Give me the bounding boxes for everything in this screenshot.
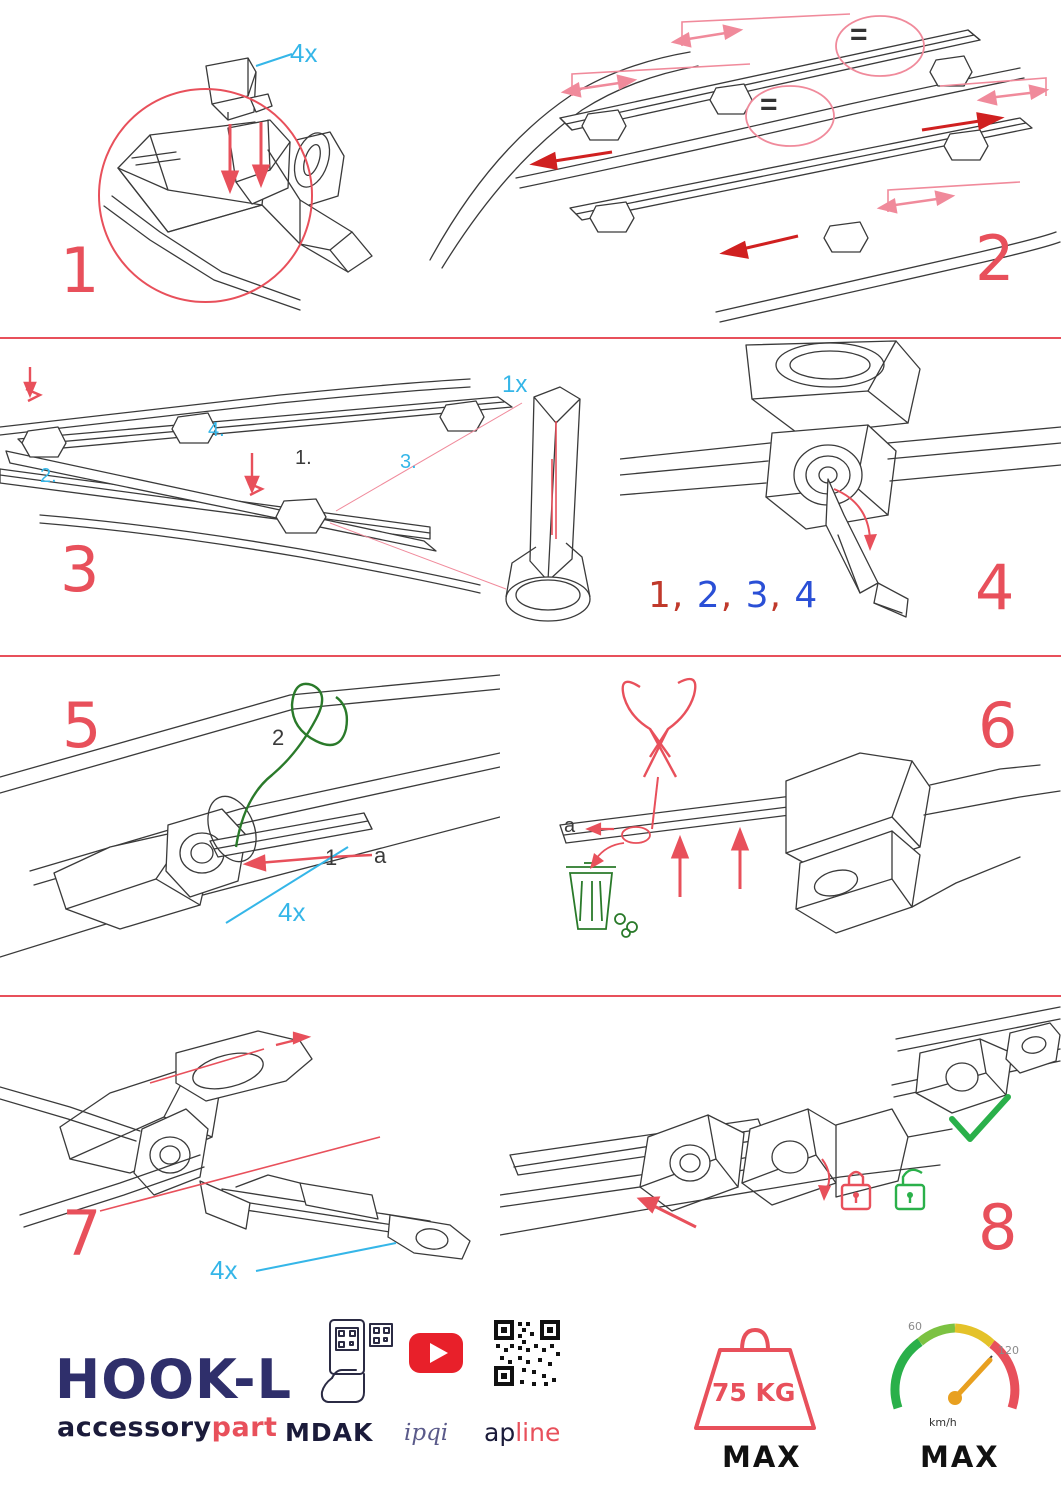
phone-qr-icon — [310, 1318, 400, 1404]
step-panel-5 — [0, 657, 500, 995]
callout-1x-step3: 1x — [502, 371, 528, 398]
mdak-logo: MDAK — [285, 1418, 374, 1447]
brand-part1: accessory — [57, 1412, 212, 1443]
callout-a-step6: a — [564, 815, 576, 837]
step-number-7: 7 — [62, 1197, 104, 1270]
callout-1-step5: 1 — [325, 845, 338, 870]
step-number-1: 1 — [60, 234, 102, 307]
step-panel-8 — [500, 997, 1061, 1300]
step-panel-3 — [0, 339, 620, 655]
ipqi-logo: ipqi — [404, 1420, 449, 1446]
detail-circle — [98, 88, 313, 303]
callout-4x-step5: 4x — [278, 897, 306, 927]
brand-part2: part — [211, 1412, 278, 1443]
callout-4-step3: 4. — [208, 419, 225, 441]
callout-3-step3: 3. — [400, 451, 417, 473]
brand-logo — [57, 1412, 277, 1443]
equal-sign-lower: = — [760, 88, 778, 121]
step-number-8: 8 — [978, 1191, 1020, 1264]
step-number-6: 6 — [978, 689, 1020, 762]
speed-unit-label: km/h — [929, 1416, 957, 1429]
step-8-illustration — [500, 997, 1061, 1300]
step-panel-1 — [0, 0, 420, 337]
step-6-illustration — [500, 657, 1061, 995]
youtube-icon[interactable] — [408, 1332, 464, 1374]
gauge-tick-60: 60 — [908, 1320, 922, 1333]
equal-sign-top: = — [850, 18, 868, 51]
product-name: HOOK-L — [55, 1348, 292, 1411]
footer — [0, 1300, 1061, 1500]
step-number-3: 3 — [60, 533, 102, 606]
qr-code-icon — [492, 1318, 562, 1388]
callout-a-step5: a — [374, 843, 387, 868]
step-panel-2 — [420, 0, 1061, 337]
step-panel-4 — [620, 339, 1061, 655]
callout-4x-step1: 4x — [290, 38, 318, 68]
equal-circle-lower — [730, 74, 850, 194]
callout-2-step5: 2 — [272, 725, 285, 750]
step-number-2: 2 — [975, 222, 1017, 295]
apline-logo — [484, 1418, 560, 1447]
step-panel-6 — [500, 657, 1061, 995]
step-panel-7 — [0, 997, 500, 1300]
max-speed-label: MAX — [920, 1440, 1000, 1474]
max-load-icon — [680, 1316, 830, 1436]
callout-2-step3: 2. — [40, 465, 57, 487]
gauge-tick-120: 120 — [998, 1344, 1019, 1357]
apline-part2: line — [515, 1418, 561, 1447]
callout-4x-step7: 4x — [210, 1255, 238, 1285]
max-load-label: MAX — [722, 1440, 802, 1474]
max-speed-icon — [880, 1312, 1030, 1432]
step-number-4: 4 — [975, 551, 1017, 624]
apline-part1: ap — [484, 1418, 516, 1447]
tighten-order-label: 1, 2, 3, 4 — [648, 575, 819, 616]
step-number-5: 5 — [62, 689, 104, 762]
max-load-value: 75 KG — [712, 1378, 796, 1407]
callout-1-step3: 1. — [295, 447, 312, 469]
